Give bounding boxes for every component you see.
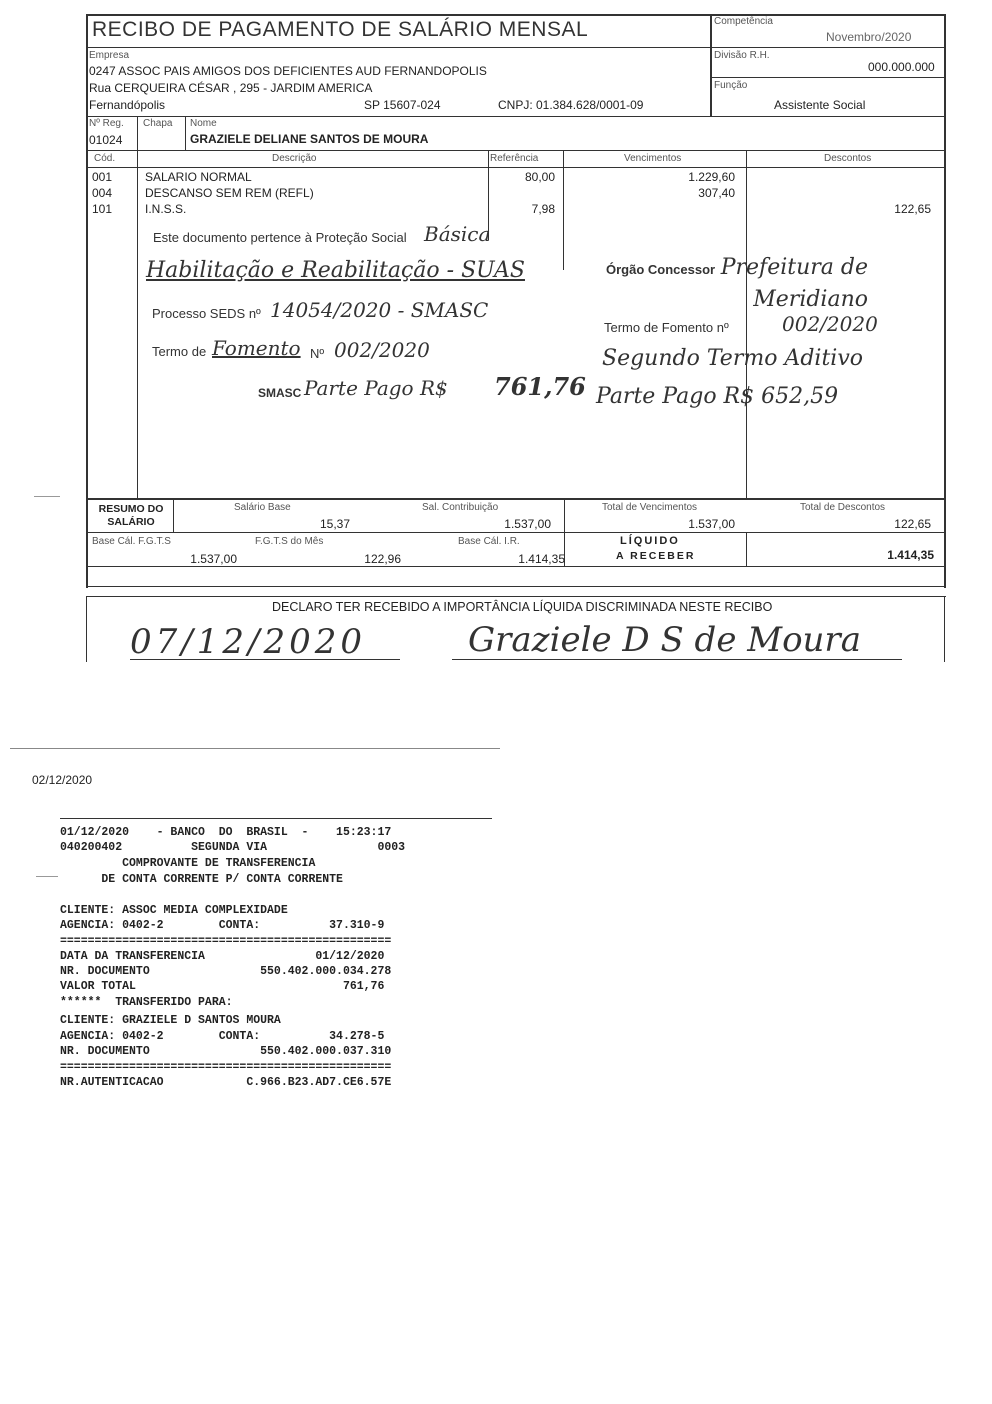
rule xyxy=(86,116,946,117)
bank-line: DE CONTA CORRENTE P/ CONTA CORRENTE xyxy=(60,873,343,886)
rule xyxy=(563,150,564,270)
liquido-label-2: A RECEBER xyxy=(616,550,696,562)
competencia-value: Novembro/2020 xyxy=(826,30,912,44)
base-fgts-label: Base Cál. F.G.T.S xyxy=(92,536,171,547)
total-venc-value: 1.537,00 xyxy=(688,517,735,531)
stamp-line: Termo de Fomento nº xyxy=(604,320,729,335)
rule xyxy=(86,150,946,151)
liquido-value: 1.414,35 xyxy=(887,548,934,562)
rule xyxy=(86,596,946,597)
item-venc: 1.229,60 xyxy=(688,170,735,184)
handwriting: 761,76 xyxy=(494,372,586,401)
fgts-mes-label: F.G.T.S do Mês xyxy=(255,536,324,547)
rule xyxy=(86,532,946,533)
fgts-mes-value: 122,96 xyxy=(364,552,401,566)
rule xyxy=(944,596,945,662)
scan-edge xyxy=(10,748,500,749)
bank-line: AGENCIA: 0402-2 CONTA: 34.278-5 xyxy=(60,1030,385,1043)
bank-line: 040200402 SEGUNDA VIA 0003 xyxy=(60,841,406,854)
divisao-value: 000.000.000 xyxy=(868,60,935,74)
item-ref: 7,98 xyxy=(531,202,555,216)
rule xyxy=(746,150,747,498)
nreg-value: 01024 xyxy=(89,133,123,147)
rule xyxy=(86,14,946,16)
item-ref: 80,00 xyxy=(524,170,555,184)
sal-contrib-label: Sal. Contribuição xyxy=(422,502,499,513)
total-venc-label: Total de Vencimentos xyxy=(602,502,698,513)
cnpj: CNPJ: 01.384.628/0001-09 xyxy=(498,98,644,112)
handwriting: Fomento xyxy=(212,336,301,360)
rule xyxy=(86,47,946,48)
empresa-name: 0247 ASSOC PAIS AMIGOS DOS DEFICIENTES AUD FERNANDOPOLIS xyxy=(89,64,487,78)
sal-contrib-value: 1.537,00 xyxy=(504,517,551,531)
stamp-line: Termo de xyxy=(152,344,207,359)
item-desc: SALARIO NORMAL xyxy=(145,170,252,184)
bank-line: NR. DOCUMENTO 550.402.000.034.278 xyxy=(60,965,392,978)
col-cod: Cód. xyxy=(94,153,116,164)
stamp-line: Nº xyxy=(310,346,325,361)
handwritten-date: 07/12/2020 xyxy=(130,622,366,662)
bank-line: 01/12/2020 - BANCO DO BRASIL - 15:23:17 xyxy=(60,826,392,839)
rule xyxy=(746,532,747,566)
rule xyxy=(86,596,87,662)
handwriting: 002/2020 xyxy=(782,312,878,336)
bank-line: ****** TRANSFERIDO PARA: xyxy=(60,996,233,1009)
stamp-line: Processo SEDS nº xyxy=(152,306,261,321)
signature: Graziele D S de Moura xyxy=(468,620,861,660)
funcao-value: Assistente Social xyxy=(774,98,866,112)
handwriting: Parte Pago R$ 652,59 xyxy=(596,384,839,409)
rule xyxy=(86,566,946,567)
item-desc: I.N.S.S. xyxy=(145,202,187,216)
handwriting: 14054/2020 - SMASC xyxy=(270,298,489,322)
total-desc-value: 122,65 xyxy=(894,517,931,531)
rule xyxy=(710,77,946,78)
receipt-title: RECIBO DE PAGAMENTO DE SALÁRIO MENSAL xyxy=(92,18,589,41)
item-cod: 004 xyxy=(92,186,113,200)
handwriting: Básica xyxy=(424,222,491,246)
bank-line: AGENCIA: 0402-2 CONTA: 37.310-9 xyxy=(60,919,385,932)
bank-separator: ================================================ xyxy=(60,935,392,948)
bank-line: COMPROVANTE DE TRANSFERENCIA xyxy=(60,857,316,870)
state-zip: SP 15607-024 xyxy=(364,98,441,112)
bank-line: DATA DA TRANSFERENCIA 01/12/2020 xyxy=(60,950,385,963)
handwriting: Parte Pago R$ xyxy=(304,376,448,400)
salario-base-label: Salário Base xyxy=(234,502,291,513)
rule xyxy=(137,116,138,150)
rule xyxy=(86,586,946,587)
rule xyxy=(944,14,946,588)
competencia-label: Competência xyxy=(714,16,773,27)
declaration-text: DECLARO TER RECEBIDO A IMPORTÂNCIA LÍQUIDA DISCRIMINADA NESTE RECIBO xyxy=(272,600,773,614)
city: Fernandópolis xyxy=(89,98,166,112)
col-referencia: Referência xyxy=(490,153,539,164)
base-ir-value: 1.414,35 xyxy=(518,552,565,566)
stamp-line: Este documento pertence à Proteção Social xyxy=(153,230,407,245)
handwriting: Habilitação e Reabilitação - SUAS xyxy=(146,258,525,283)
col-descontos: Descontos xyxy=(824,153,872,164)
handwriting: Prefeitura de Meridiano xyxy=(720,255,868,312)
empresa-label: Empresa xyxy=(89,50,130,61)
nreg-label: Nº Reg. xyxy=(89,118,124,129)
bank-line: VALOR TOTAL 761,76 xyxy=(60,980,385,993)
bank-line: NR. DOCUMENTO 550.402.000.037.310 xyxy=(60,1045,392,1058)
item-cod: 101 xyxy=(92,202,113,216)
scan-mark xyxy=(36,876,58,877)
rule xyxy=(185,116,186,150)
divisao-label: Divisão R.H. xyxy=(714,50,770,61)
total-desc-label: Total de Descontos xyxy=(800,502,886,513)
nome-label: Nome xyxy=(190,118,217,129)
liquido-label: LÍQUIDO xyxy=(620,535,680,547)
item-desc: DESCANSO SEM REM (REFL) xyxy=(145,186,314,200)
resumo-label: RESUMO DO SALÁRIO xyxy=(98,503,164,528)
base-fgts-value: 1.537,00 xyxy=(190,552,237,566)
rule xyxy=(710,14,712,116)
employee-name: GRAZIELE DELIANE SANTOS DE MOURA xyxy=(190,132,429,146)
bank-line: CLIENTE: GRAZIELE D SANTOS MOURA xyxy=(60,1014,281,1027)
item-descontos: 122,65 xyxy=(894,202,931,216)
item-venc: 307,40 xyxy=(698,186,735,200)
col-vencimentos: Vencimentos xyxy=(624,153,682,164)
handwriting: 002/2020 xyxy=(334,338,430,362)
stamp-line: Órgão Concessor xyxy=(606,262,716,277)
rule xyxy=(86,167,946,168)
col-descricao: Descrição xyxy=(272,153,317,164)
funcao-label: Função xyxy=(714,80,748,91)
bank-line: CLIENTE: ASSOC MEDIA COMPLEXIDADE xyxy=(60,904,288,917)
address: Rua CERQUEIRA CÉSAR , 295 - JARDIM AMERICA xyxy=(89,81,373,95)
stamp-line: SMASC xyxy=(258,386,302,400)
item-cod: 001 xyxy=(92,170,113,184)
scan-mark xyxy=(34,496,60,497)
bank-top-rule xyxy=(60,818,492,819)
handwriting: Segundo Termo Aditivo xyxy=(602,346,863,371)
base-ir-label: Base Cál. I.R. xyxy=(458,536,520,547)
salario-base-value: 15,37 xyxy=(319,517,350,531)
rule xyxy=(86,498,946,500)
bank-line: NR.AUTENTICACAO C.966.B23.AD7.CE6.57E xyxy=(60,1076,392,1089)
rule xyxy=(173,498,174,532)
rule xyxy=(137,150,138,498)
chapa-label: Chapa xyxy=(143,118,173,129)
bank-separator: ================================================ xyxy=(60,1061,392,1074)
rule xyxy=(86,14,88,588)
print-date: 02/12/2020 xyxy=(32,773,93,787)
